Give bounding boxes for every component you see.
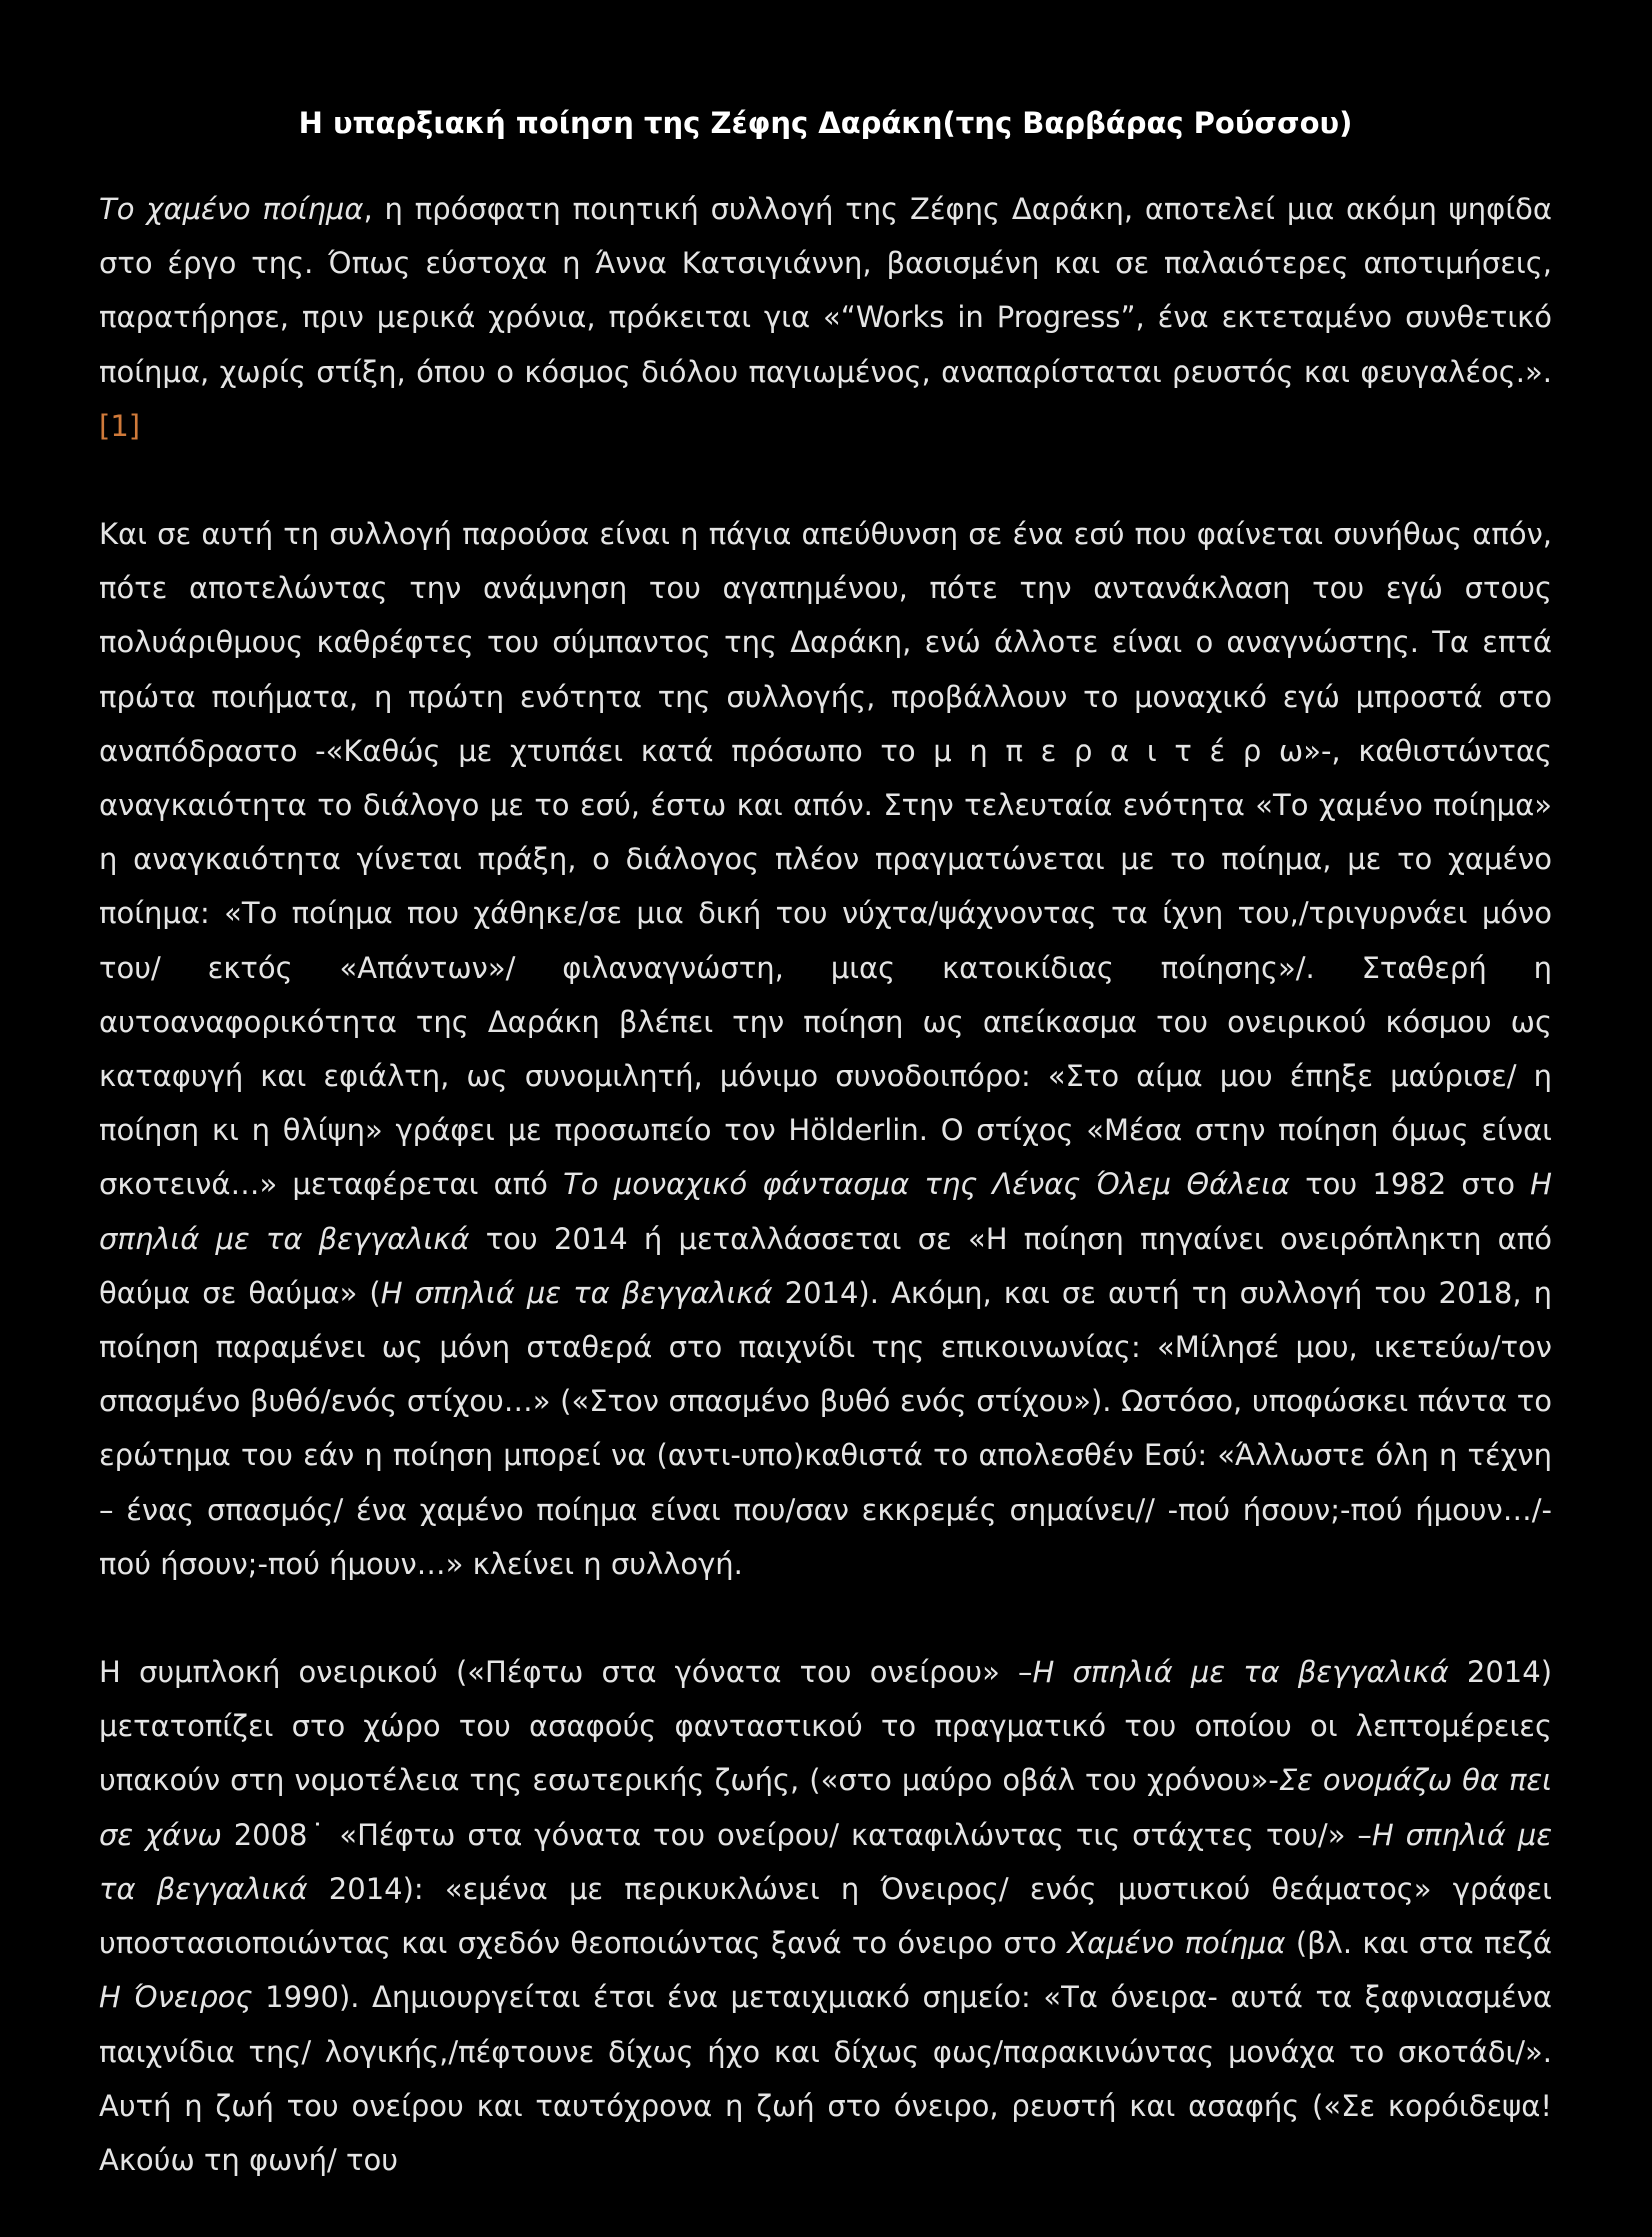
book-title-italic: Η Όνειρος (99, 1980, 253, 2015)
book-title-italic: Η σπηλιά με τα βεγγαλικά (99, 1817, 1552, 1906)
paragraph-3-text-b: 2014) μετατοπίζει στο χώρο του ασαφούς φανταστικού το πραγματικό του οποίου οι λεπτομέρειες υπακούν στη νομοτέλεια της εσωτερικής ζωής, («στο μαύρο οβάλ του χρόνου»- (99, 1655, 1553, 1798)
paragraph-2-text-e: 2014). Ακόμη, και σε αυτή τη συλλογή του 2018, η ποίηση παραμένει ως μόνη σταθερά στο παιχνίδι της επικοινωνίας: «Μίλησέ μου, ικετεύω/τον σπασμένο βυθό/ενός στίχου…» («Στον σπασμένο βυθό ενός στίχου»). Ωστόσο, υποφώσκει πάντα το ερώτημα του εάν η ποίηση μπορεί να (αντι-υπο)καθιστά το απολεσθέν Εσύ: «Άλλωστε όλη η τέχνη – ένας σπασμός/ ένα χαμένο ποίημα είναι που/σαν εκκρεμές σημαίνει// -πού ήσουν;-πού ήμουν…/-πού ήσουν;-πού ήμουν…» κλείνει η συλλογή. (99, 1275, 1552, 1581)
paragraph-2-text-a: Και σε αυτή τη συλλογή παρούσα είναι η πάγια απεύθυνση σε ένα εσύ που φαίνεται συνήθως απόν, πότε αποτελώντας την ανάμνηση του αγαπημένου, πότε την αντανάκλαση του εγώ στους πολυάριθμους καθρέφτες του σύμπαντος της Δαράκη, ενώ άλλοτε είναι ο αναγνώστης. Τα επτά πρώτα ποιήματα, η πρώτη ενότητα της συλλογής, προβάλλουν το μοναχικό εγώ μπροστά στο αναπόδραστο -«Καθώς με χτυπάει κατά πρόσωπο το (99, 517, 1552, 768)
paragraph-3-text-a: Η συμπλοκή ονειρικού («Πέφτω στα γόνατα του ονείρου» – (99, 1655, 1033, 1690)
paragraph-3-text-d: 2014): «εμένα με περικυκλώνει η Όνειρος/ ενός μυστικού θεάματος» γράφει υποστασιοποιώντας και σχεδόν θεοποιώντας ξανά το όνειρο στο (99, 1871, 1552, 1961)
book-title-italic: Η σπηλιά με τα βεγγαλικά (99, 1167, 1552, 1256)
book-title-italic: Χαμένο ποίημα (1067, 1926, 1286, 1961)
paragraph-1-text: , η πρόσφατη ποιητική συλλογή της Ζέφης Δαράκη, αποτελεί μια ακόμη ψηφίδα στο έργο της. Όπως εύστοχα η Άννα Κατσιγιάννη, βασισμένη και σε παλαιότερες αποτιμήσεις, παρατήρησε, πριν μερικά χρόνια, πρόκειται για «“Works in Progress”, ένα εκτεταμένο συνθετικό ποίημα, χωρίς στίξη, όπου ο κόσμος διόλου παγιωμένος, αναπαρίσταται ρευστός και φευγαλέος.». (99, 192, 1552, 389)
book-title-italic: Σε ονομάζω θα πει σε χάνω (99, 1763, 1553, 1852)
paragraph-2-text-c: του 1982 στο (1290, 1167, 1531, 1202)
book-title-italic: Η σπηλιά με τα βεγγαλικά (380, 1275, 773, 1310)
footnote-link[interactable]: [1] (99, 408, 141, 443)
document-title: Η υπαρξιακή ποίηση της Ζέφης Δαράκη(της Βαρβάρας Ρούσσου) (298, 106, 1353, 140)
paragraph-3-text-c: 2008˙ «Πέφτω στα γόνατα του ονείρου/ καταφιλώντας τις στάχτες του/» – (221, 1817, 1372, 1852)
paragraph-spacer (99, 453, 1552, 507)
paragraph-3-text-e: (βλ. και στα πεζά (1285, 1926, 1553, 1961)
book-title-italic: Το μοναχικό φάντασμα της Λένας Όλεμ Θάλεια (563, 1167, 1291, 1202)
paragraph-1 (99, 182, 1552, 453)
paragraph-3 (99, 1645, 1552, 2187)
book-title-italic: Η σπηλιά με τα βεγγαλικά (1032, 1655, 1449, 1690)
paragraph-spacer (99, 1591, 1552, 1645)
paragraph-2 (99, 507, 1552, 1591)
paragraph-2-text-d: του 2014 ή μεταλλάσσεται σε «Η ποίηση πηγαίνει ονειρόπληκτη από θαύμα σε θαύμα» ( (99, 1221, 1552, 1310)
paragraph-2-text-b: »-, καθιστώντας αναγκαιότητα το διάλογο με το εσύ, έστω και απόν. Στην τελευταία ενότητα «Το χαμένο ποίημα» η αναγκαιότητα γίνεται πράξη, ο διάλογος πλέον πραγματώνεται με το ποίημα, με το χαμένο ποίημα: «Το ποίημα που χάθηκε/σε μια δική του νύχτα/ψάχνοντας τα ίχνη του,/τριγυρνάει μόνο του/ εκτός «Απάντων»/ φιλαναγνώστη, μιας κατοικίδιας ποίησης»/. Σταθερή η αυτοαναφορικότητα της Δαράκη βλέπει την ποίηση ως απείκασμα του ονειρικού κόσμου ως καταφυγή και εφιάλτη, ως συνομιλητή, μόνιμο συνοδοιπόρο: «Στο αίμα μου έπηξε μαύρισε/ η ποίηση κι η θλίψη» γράφει με προσωπείο τον Hölderlin. Ο στίχος «Μέσα στην ποίηση όμως είναι σκοτεινά…» μεταφέρεται από (99, 733, 1553, 1202)
spaced-word: μ η π ε ρ α ι τ έ ρ ω (933, 733, 1304, 768)
paragraph-3-text-f: 1990). Δημιουργείται έτσι ένα μεταιχμιακό σημείο: «Τα όνειρα- αυτά τα ξαφνιασμένα παιχνίδια της/ λογικής,/πέφτουνε δίχως ήχο και δίχως φως/παρακινώντας μονάχα το σκοτάδι/». Αυτή η ζωή του ονείρου και ταυτόχρονα η ζωή στο όνειρο, ρευστή και ασαφής («Σε κορόιδεψα! Ακούω τη φωνή/ του (99, 1980, 1552, 2177)
book-title-italic: Το χαμένο ποίημα (99, 192, 364, 226)
